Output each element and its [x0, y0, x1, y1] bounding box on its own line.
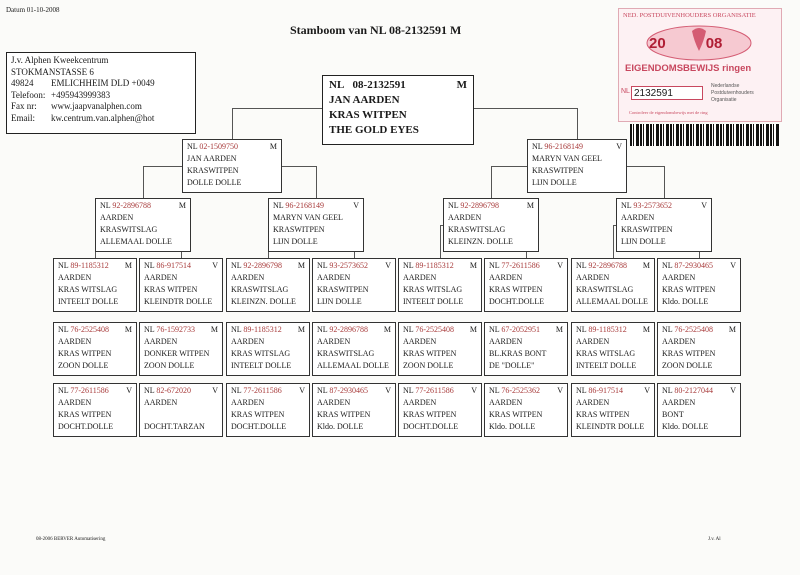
ring-number: NL 76-2525408 M	[662, 325, 736, 334]
connector-line	[232, 108, 322, 109]
connector-line	[491, 166, 492, 198]
ring-number: NL 77-2611586 V	[403, 386, 477, 395]
bird-line: KLEINDTR DOLLE	[144, 297, 213, 306]
bird-line: DE "DOLLE"	[489, 361, 535, 370]
connector-line	[143, 166, 182, 167]
bird-line: KRAS WITPEN	[403, 410, 457, 419]
bird-line: ALLEMAAL DOLLE	[100, 237, 172, 246]
certificate-org: NED. POSTDUIVENHOUDERS ORGANISATIE	[623, 12, 756, 19]
ring-number: NL 67-2052951 M	[489, 325, 563, 334]
certificate-legend: Nederlandse Postduivenhouders Organisatie	[711, 83, 754, 103]
gen2-bird-3	[443, 198, 539, 252]
bird-line: KRASWITPEN	[532, 166, 584, 175]
bird-line: KRAS WITPEN	[489, 410, 543, 419]
bird-line: KRASWITSLAG	[448, 225, 506, 234]
barcode	[630, 124, 780, 146]
gen5-bird-6	[484, 383, 568, 437]
gen2-bird-1	[95, 198, 191, 252]
root-bird: NL 08-2132591 M JAN AARDEN KRAS WITPEN THE GOLD EYES	[322, 75, 474, 145]
certificate-ring-prefix: NL	[621, 88, 630, 95]
bird-line: AARDEN	[403, 398, 437, 407]
bird-line: AARDEN	[621, 213, 655, 222]
gen3-bird-7	[571, 258, 655, 312]
ring-number: NL 76-2525408 M	[403, 325, 477, 334]
ring-number: NL 82-672020 V	[144, 386, 218, 395]
gen5-bird-2	[139, 383, 223, 437]
connector-line	[491, 166, 527, 167]
gen2-bird-2	[268, 198, 364, 252]
gen3-bird-1	[53, 258, 137, 312]
bird-line: KRAS WITPEN	[576, 410, 630, 419]
ring-number: NL 77-2611586 V	[489, 261, 563, 270]
bird-line: AARDEN	[489, 337, 523, 346]
gen4-bird-2	[139, 322, 223, 376]
gen3-bird-4	[312, 258, 396, 312]
ring-number: NL 89-1185312 M	[58, 261, 132, 270]
bird-line: MARYN VAN GEEL	[532, 154, 602, 163]
bird-line: KRAS WITPEN	[489, 285, 543, 294]
bird-line: AARDEN	[58, 337, 92, 346]
bird-line: MARYN VAN GEEL	[273, 213, 343, 222]
gen3-bird-6	[484, 258, 568, 312]
gen1-bird-1	[182, 139, 282, 193]
bird-line: KRASWITPEN	[621, 225, 673, 234]
ring-number: NL 02-1509750 M	[187, 142, 277, 151]
bird-line: AARDEN	[231, 398, 265, 407]
bird-line: INTEELT DOLLE	[576, 361, 637, 370]
bird-line: AARDEN	[448, 213, 482, 222]
gen2-bird-4	[616, 198, 712, 252]
bird-line: INTEELT DOLLE	[58, 297, 119, 306]
bird-line: Kldo. DOLLE	[489, 422, 536, 431]
ownership-certificate	[618, 8, 782, 122]
bird-line: ALLEMAAL DOLLE	[576, 297, 648, 306]
fax-value: www.jaapvanalphen.com	[51, 101, 142, 111]
page-title: Stamboom van NL 08-2132591 M	[290, 23, 462, 37]
bird-line: KRAS WITPEN	[662, 285, 716, 294]
connector-line	[613, 225, 614, 258]
gen4-bird-3	[226, 322, 310, 376]
bird-line: AARDEN	[489, 398, 523, 407]
ring-number: NL 92-2896788 M	[576, 261, 650, 270]
bird-line: ZOON DOLLE	[144, 361, 195, 370]
ring-number: NL 76-2525408 M	[58, 325, 132, 334]
bird-line: KRASWITPEN	[187, 166, 239, 175]
breeder-city: EMLICHHEIM DLD +0049	[51, 78, 155, 88]
footer-software: 08-2006 BERVER Automatisering	[36, 537, 106, 542]
connector-line	[440, 225, 441, 258]
bird-line	[144, 409, 218, 421]
bird-line: AARDEN	[231, 337, 265, 346]
certificate-subtitle: EIGENDOMSBEWIJS ringen	[625, 63, 752, 74]
gen5-bird-7	[571, 383, 655, 437]
bird-line: LIJN DOLLE	[532, 178, 577, 187]
connector-line	[664, 166, 665, 198]
fax-label: Fax nr:	[11, 101, 37, 111]
ring-number: NL 92-2896798 M	[231, 261, 305, 270]
bird-line: AARDEN	[317, 337, 351, 346]
bird-line: AARDEN	[144, 273, 178, 282]
ring-number: NL 89-1185312 M	[576, 325, 650, 334]
bird-line: DOCHT.DOLLE	[231, 422, 287, 431]
ring-number: NL 86-917514 V	[144, 261, 218, 270]
bird-line: AARDEN	[403, 273, 437, 282]
bird-line: KRAS WITSLAG	[231, 349, 291, 358]
bird-line: KRAS WITSLAG	[58, 285, 118, 294]
bird-line: ZOON DOLLE	[58, 361, 109, 370]
ring-number: NL 92-2896788 M	[317, 325, 391, 334]
bird-line: AARDEN	[576, 337, 610, 346]
connector-line	[143, 166, 144, 198]
bird-line: INTEELT DOLLE	[403, 297, 464, 306]
bird-line: JAN AARDEN	[187, 154, 237, 163]
bird-line: KRAS WITPEN	[231, 410, 285, 419]
certificate-year: 20 08	[649, 35, 723, 52]
bird-line: AARDEN	[489, 273, 523, 282]
bird-line: AARDEN	[317, 398, 351, 407]
bird-line: Kldo. DOLLE	[662, 422, 709, 431]
date-label: Datum 01-10-2008	[6, 6, 60, 14]
bird-line: AARDEN	[662, 337, 696, 346]
bird-line: KLEINZN. DOLLE	[231, 297, 296, 306]
bird-line: ZOON DOLLE	[403, 361, 454, 370]
gen4-bird-7	[571, 322, 655, 376]
gen5-bird-4	[312, 383, 396, 437]
ring-number: NL 96-2168149 V	[273, 201, 359, 210]
bird-line: KRASWITSLAG	[100, 225, 158, 234]
breeder-info	[6, 52, 196, 134]
bird-line: AARDEN	[317, 273, 351, 282]
bird-line: DOCHT.DOLLE	[58, 422, 114, 431]
ring-number: NL 87-2930465 V	[317, 386, 391, 395]
bird-line: LIJN DOLLE	[621, 237, 666, 246]
bird-line: KRAS WITPEN	[58, 349, 112, 358]
bird-line: DOCHT.TARZAN	[144, 422, 205, 431]
certificate-fine-print: Controleer de eigendomsbewijs met de ring	[629, 110, 708, 115]
connector-line	[474, 108, 577, 109]
bird-line: DOCHT.DOLLE	[403, 422, 459, 431]
gen4-bird-5	[398, 322, 482, 376]
ring-number: NL 86-917514 V	[576, 386, 650, 395]
bird-line: KRAS WITPEN	[662, 349, 716, 358]
breeder-postcode: 49824	[11, 78, 34, 88]
connector-line	[627, 166, 664, 167]
gen5-bird-8	[657, 383, 741, 437]
ring-number: NL 76-2525362 V	[489, 386, 563, 395]
bird-line: KRAS WITSLAG	[403, 285, 463, 294]
bird-line: KRAS WITPEN	[403, 349, 457, 358]
bird-line: AARDEN	[662, 398, 696, 407]
bird-line: AARDEN	[58, 273, 92, 282]
bird-line: AARDEN	[100, 213, 134, 222]
bird-line: Kldo. DOLLE	[317, 422, 364, 431]
connector-line	[232, 108, 233, 139]
ring-number: NL 77-2611586 V	[58, 386, 132, 395]
breeder-street: STOKMANSTASSE 6	[11, 66, 94, 77]
certificate-ring-number: 2132591	[631, 86, 703, 100]
bird-line: KRASWITPEN	[273, 225, 325, 234]
email-label: Email:	[11, 112, 35, 123]
bird-line: AARDEN	[576, 273, 610, 282]
bird-line: KRAS WITSLAG	[576, 349, 636, 358]
gen1-bird-2	[527, 139, 627, 193]
bird-line: DOCHT.DOLLE	[489, 297, 545, 306]
bird-line: KLEINDTR DOLLE	[576, 422, 645, 431]
ring-number: NL 80-2127044 V	[662, 386, 736, 395]
gen3-bird-2	[139, 258, 223, 312]
bird-line: AARDEN	[662, 273, 696, 282]
bird-line: INTEELT DOLLE	[231, 361, 292, 370]
phone-value: +495943999383	[51, 89, 111, 100]
bird-line: ALLEMAAL DOLLE	[317, 361, 389, 370]
footer-right: J.v. Al	[708, 537, 721, 542]
gen4-bird-4	[312, 322, 396, 376]
connector-line	[316, 166, 317, 198]
bird-line: KRAS WITPEN	[144, 285, 198, 294]
bird-line: LIJN DOLLE	[317, 297, 362, 306]
gen5-bird-3	[226, 383, 310, 437]
ring-number: NL 87-2930465 V	[662, 261, 736, 270]
gen4-bird-6	[484, 322, 568, 376]
bird-line: BONT	[662, 410, 684, 419]
ring-number: NL 93-2573652 V	[317, 261, 391, 270]
gen4-bird-8	[657, 322, 741, 376]
bird-line: AARDEN	[144, 398, 178, 407]
ring-number: NL 92-2896788 M	[100, 201, 186, 210]
bird-line: AARDEN	[144, 337, 178, 346]
bird-line: LIJN DOLLE	[273, 237, 318, 246]
gen5-bird-5	[398, 383, 482, 437]
bird-line: Kldo. DOLLE	[662, 297, 709, 306]
ring-number: NL 93-2573652 V	[621, 201, 707, 210]
breeder-name: J.v. Alphen Kweekcentrum	[11, 55, 109, 65]
email-value: kw.centrum.van.alphen@hot	[51, 112, 155, 123]
bird-line: KRASWITSLAG	[576, 285, 634, 294]
gen5-bird-1	[53, 383, 137, 437]
bird-line: BL.KRAS BONT	[489, 349, 547, 358]
bird-line: ZOON DOLLE	[662, 361, 713, 370]
bird-line: KRAS WITPEN	[317, 410, 371, 419]
bird-line: AARDEN	[231, 273, 265, 282]
gen3-bird-8	[657, 258, 741, 312]
bird-line: DOLLE DOLLE	[187, 178, 242, 187]
ring-number: NL 89-1185312 M	[403, 261, 477, 270]
bird-line: KLEINZN. DOLLE	[448, 237, 513, 246]
ring-number: NL 96-2168149 V	[532, 142, 622, 151]
ring-number: NL 76-1592733 M	[144, 325, 218, 334]
bird-line: KRASWITPEN	[317, 285, 369, 294]
phone-label: Telefoon:	[11, 89, 46, 100]
bird-line: AARDEN	[403, 337, 437, 346]
bird-line: KRASWITSLAG	[231, 285, 289, 294]
bird-line: KRAS WITPEN	[58, 410, 112, 419]
gen4-bird-1	[53, 322, 137, 376]
connector-line	[577, 108, 578, 139]
gen3-bird-3	[226, 258, 310, 312]
bird-line: AARDEN	[576, 398, 610, 407]
ring-number: NL 89-1185312 M	[231, 325, 305, 334]
bird-line: DONKER WITPEN	[144, 349, 210, 358]
ring-number: NL 77-2611586 V	[231, 386, 305, 395]
gen3-bird-5	[398, 258, 482, 312]
ring-number: NL 92-2896798 M	[448, 201, 534, 210]
bird-line: AARDEN	[58, 398, 92, 407]
bird-line: KRASWITSLAG	[317, 349, 375, 358]
connector-line	[282, 166, 316, 167]
